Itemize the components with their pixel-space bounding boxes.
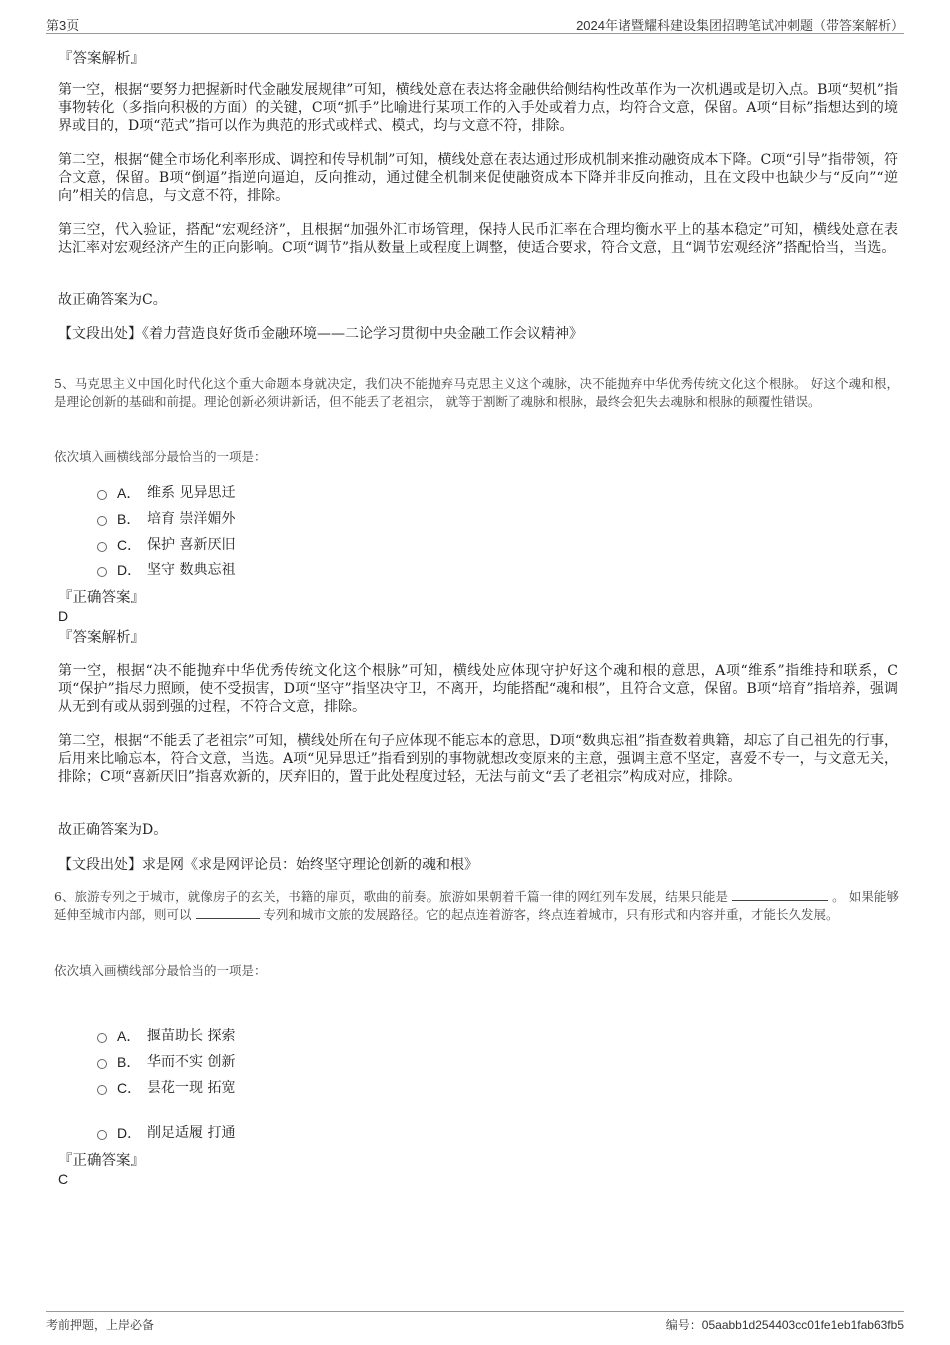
- radio-button[interactable]: [97, 542, 107, 552]
- radio-button[interactable]: [97, 490, 107, 500]
- q4-source: 【文段出处】《着力营造良好货币金融环境——二论学习贯彻中央金融工作会议精神》: [58, 326, 583, 342]
- radio-button[interactable]: [97, 1130, 107, 1140]
- option-key: B．: [117, 511, 141, 527]
- option-text: 维系 见异思迁: [147, 485, 236, 501]
- q4-analysis-heading: 『答案解析』: [58, 51, 145, 67]
- radio-button[interactable]: [97, 567, 107, 577]
- q6-option-c[interactable]: [97, 1079, 235, 1097]
- q4-analysis-paragraph-1: 第一空，根据“要努力把握新时代金融发展规律”可知，横线处意在表达将金融供给侧结构性改革作为一次机遇或是切入点。B项“契机”指事物转化（多指向积极的方面）的关键，C项“抓手”比喻进行某项工作的入手处或着力点，均符合文意，保留。A项“目标”指想达到的境界或目的，D项“范式”指可以作为典范的形式或样式、模式，均与文意不符，排除。: [58, 82, 898, 134]
- q6-answer: C: [58, 1171, 69, 1187]
- option-key: D．: [117, 562, 142, 578]
- q4-analysis-paragraph-2: 第二空，根据“健全市场化利率形成、调控和传导机制”可知，横线处意在表达通过形成机制来推动融资成本下降。C项“引导”指带领，符合文意，保留。B项“倒逼”指逆向逼迫，反向推动，通过健全机制来促使融资成本下降并非反向推动，且在文段中也缺少与“反向”“逆向”相关的信息，与文意不符，排除。: [58, 152, 898, 204]
- radio-button[interactable]: [97, 1033, 107, 1043]
- radio-button[interactable]: [97, 1085, 107, 1095]
- option-text: 昙花一现 拓宽: [147, 1080, 236, 1096]
- q5-option-b[interactable]: [97, 510, 235, 528]
- footer-slogan: 考前押题，上岸必备: [46, 1318, 155, 1332]
- option-key: B．: [117, 1054, 141, 1070]
- option-key: C．: [117, 537, 142, 553]
- q5-option-c[interactable]: [97, 536, 235, 554]
- page-footer: [46, 1311, 904, 1334]
- option-key: A．: [117, 485, 141, 501]
- radio-button[interactable]: [97, 516, 107, 526]
- q5-analysis-heading: 『答案解析』: [58, 630, 145, 646]
- q5-conclusion: 故正确答案为D。: [58, 822, 168, 838]
- page-header: [46, 13, 904, 34]
- q6-text-part-3: 如果能够延伸至城市内部，则可以: [54, 889, 899, 922]
- option-text: 培育 崇洋媚外: [147, 511, 236, 527]
- document-title: 2024年诸暨耀科建设集团招聘笔试冲刺题（带答案解析）: [576, 18, 904, 33]
- q6-answer-heading: 『正确答案』: [58, 1153, 145, 1169]
- fill-blank-2: [196, 906, 260, 919]
- radio-button[interactable]: [97, 1059, 107, 1069]
- option-text: 坚守 数典忘祖: [147, 562, 236, 578]
- q5-option-a[interactable]: [97, 484, 235, 502]
- q4-conclusion: 故正确答案为C。: [58, 292, 167, 308]
- q6-text-part-1: 6、旅游专列之于城市，就像房子的玄关，书籍的扉页，歌曲的前奏。旅游如果朝着千篇一律的网红列车发展，结果只能是: [54, 889, 729, 904]
- option-key: D．: [117, 1125, 142, 1141]
- q6-text-part-4: 专列和城市文旅的发展路径。它的起点连着游客，终点连着城市，只有形式和内容并重，才能长久发展。: [263, 907, 839, 922]
- q5-analysis-paragraph-1: 第一空，根据“决不能抛弃中华优秀传统文化这个根脉”可知，横线处应体现守护好这个魂和根的意思，A项“维系”指维持和联系，C项“保护”指尽力照顾，使不受损害，D项“坚守”指坚决守卫，不离开，均能搭配“魂和根”，且符合文意，保留。B项“培育”指培养，强调从无到有或从弱到强的过程，不符合文意，排除。: [58, 663, 898, 715]
- fill-blank-1: [732, 888, 828, 901]
- page-number: 第3页: [46, 18, 80, 33]
- q6-instruction: 依次填入画横线部分最恰当的一项是：: [54, 963, 267, 978]
- document-id: 编号：05aabb1d254403cc01fe1eb1fab63fb5: [665, 1318, 904, 1332]
- q6-option-b[interactable]: [97, 1053, 235, 1071]
- q5-analysis-paragraph-2: 第二空，根据“不能丢了老祖宗”可知，横线处所在句子应体现不能忘本的意思，D项“数典忘祖”指查数着典籍，却忘了自己祖先的行事，后用来比喻忘本，符合文意，当选。A项“见异思迁”指看到别的事物就想改变原来的主意，强调主意不坚定，喜爱不专一，与文意无关，排除；C项“喜新厌旧”指喜欢新的，厌弃旧的，置于此处程度过轻，无法与前文“丢了老祖宗”构成对应，排除。: [58, 733, 898, 785]
- q5-answer-heading: 『正确答案』: [58, 590, 145, 606]
- q4-analysis-paragraph-3: 第三空，代入验证，搭配“宏观经济”，且根据“加强外汇市场管理，保持人民币汇率在合理均衡水平上的基本稳定”可知，横线处意在表达汇率对宏观经济产生的正向影响。C项“调节”指从数量上或程度上调整，使适合要求，符合文意，且“调节宏观经济”搭配恰当，当选。: [58, 222, 898, 256]
- q5-answer: D: [58, 608, 69, 624]
- q6-text-part-2: 。: [832, 889, 845, 904]
- option-text: 揠苗助长 探索: [147, 1028, 236, 1044]
- q5-option-d[interactable]: [97, 561, 235, 579]
- q6-option-a[interactable]: [97, 1027, 235, 1045]
- q6-option-d[interactable]: [97, 1124, 235, 1142]
- option-text: 保护 喜新厌旧: [147, 537, 236, 553]
- option-text: 华而不实 创新: [147, 1054, 236, 1070]
- option-key: C．: [117, 1080, 142, 1096]
- q5-question-text: 5、马克思主义中国化时代化这个重大命题本身就决定，我们决不能抛弃马克思主义这个魂脉，决不能抛弃中华优秀传统文化这个根脉。 好这个魂和根，是理论创新的基础和前提。理论创新必须讲新话，但不能丢了老祖宗， 就等于割断了魂脉和根脉，最终会犯失去魂脉和根脉的颠覆性错误。: [54, 376, 899, 409]
- q5-source: 【文段出处】求是网《求是网评论员：始终坚守理论创新的魂和根》: [58, 857, 478, 873]
- option-text: 削足适履 打通: [147, 1125, 236, 1141]
- option-key: A．: [117, 1028, 141, 1044]
- q6-question-text: [54, 888, 899, 924]
- q5-instruction: 依次填入画横线部分最恰当的一项是：: [54, 449, 267, 464]
